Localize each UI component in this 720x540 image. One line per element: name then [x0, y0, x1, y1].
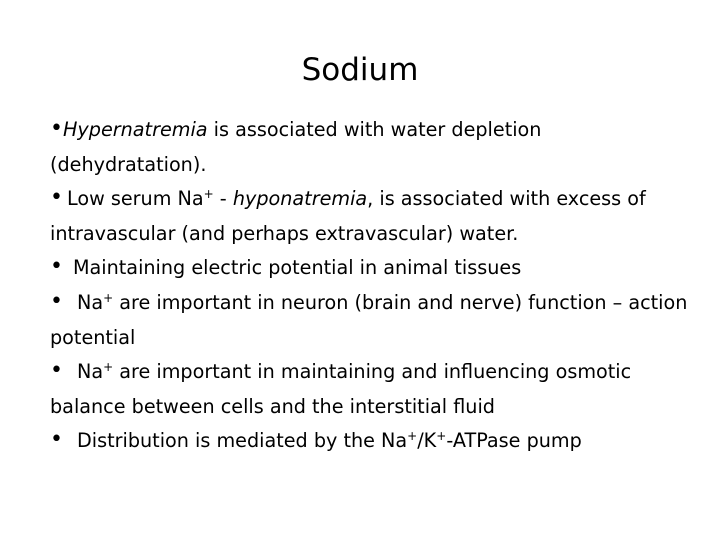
- bullet-item-osmotic-balance: [50, 355, 690, 424]
- bullet-item-atpase-pump: [50, 424, 690, 459]
- superscript-plus: +: [203, 187, 214, 202]
- bullet-text: Maintaining electric potential in animal tissues: [72, 256, 522, 280]
- bullet-text-lead: Low serum Na: [66, 187, 204, 211]
- bullet-icon: •: [50, 254, 63, 280]
- term-hypernatremia: Hypernatremia: [62, 118, 208, 141]
- bullet-text: -ATPase pump: [446, 429, 582, 453]
- bullet-icon: •: [50, 185, 63, 211]
- bullet-item-hypernatremia: [50, 113, 690, 182]
- bullet-text: are important in neuron (brain and nerve) function – action potential: [50, 290, 688, 349]
- bullet-icon: •: [50, 358, 63, 384]
- bullet-text: , is associated with excess of intravascular (and perhaps extravascular) water.: [50, 187, 646, 245]
- bullet-icon: •: [50, 427, 63, 453]
- superscript-plus: +: [436, 429, 447, 444]
- bullet-text-lead: Na: [76, 360, 104, 384]
- term-hyponatremia: hyponatremia: [232, 187, 368, 211]
- slide-body: [50, 113, 690, 459]
- bullet-item-hyponatremia: [50, 182, 690, 251]
- bullet-text-lead: Na: [76, 290, 104, 314]
- bullet-item-electric-potential: [50, 251, 690, 286]
- bullet-text: is associated with water depletion (dehydratation).: [50, 118, 542, 176]
- bullet-text: are important in maintaining and influencing osmotic balance between cells and the interstitial fluid: [50, 360, 632, 418]
- bullet-text-separator: -: [213, 187, 233, 211]
- superscript-plus: +: [407, 429, 418, 444]
- slide-title: Sodium: [301, 52, 419, 88]
- superscript-plus: +: [103, 290, 114, 305]
- bullet-icon: •: [50, 288, 63, 314]
- bullet-icon: •: [50, 116, 63, 141]
- bullet-item-neuron-function: [50, 286, 690, 355]
- bullet-text-lead: Distribution is mediated by the Na: [76, 429, 408, 453]
- superscript-plus: +: [103, 360, 114, 375]
- bullet-text-separator: /K: [417, 429, 437, 453]
